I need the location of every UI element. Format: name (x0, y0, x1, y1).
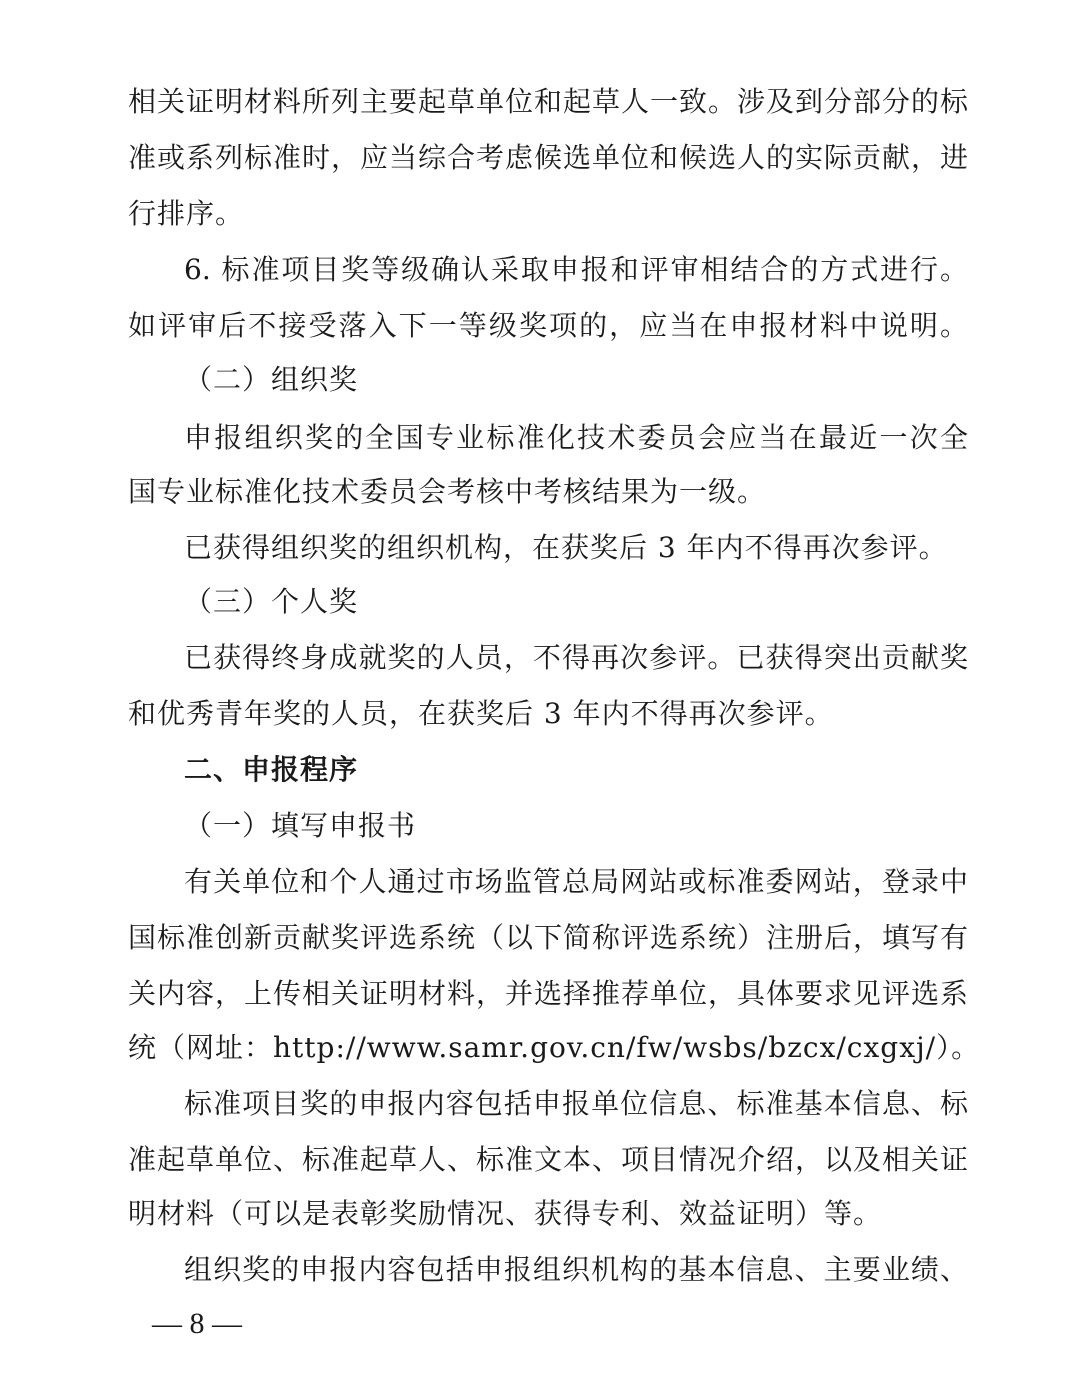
paragraph-line: 有关单位和个人通过市场监管总局网站或标准委网站，登录中 (184, 865, 968, 898)
paragraph-line: 国专业标准化技术委员会考核中考核结果为一级。 (128, 475, 767, 508)
paragraph-line: 6. 标准项目奖等级确认采取申报和评审相结合的方式进行。 (184, 253, 968, 286)
paragraph-line: 已获得终身成就奖的人员，不得再次参评。已获得突出贡献奖 (184, 641, 968, 674)
page-number: — 8 — (152, 1307, 242, 1340)
paragraph-line: 关内容，上传相关证明材料，并选择推荐单位，具体要求见评选系 (128, 977, 968, 1010)
subsection-heading: （一）填写申报书 (184, 809, 417, 842)
paragraph-line: 标准项目奖的申报内容包括申报单位信息、标准基本信息、标 (184, 1087, 968, 1120)
paragraph-line: 申报组织奖的全国专业标准化技术委员会应当在最近一次全 (184, 421, 968, 454)
subsection-heading: （三）个人奖 (184, 585, 359, 618)
paragraph-line: 准起草单位、标准起草人、标准文本、项目情况介绍，以及相关证 (128, 1143, 968, 1176)
paragraph-line: 如评审后不接受落入下一等级奖项的，应当在申报材料中说明。 (128, 309, 968, 342)
paragraph-line: 国标准创新贡献奖评选系统（以下简称评选系统）注册后，填写有 (128, 921, 968, 954)
paragraph-line: 相关证明材料所列主要起草单位和起草人一致。涉及到分部分的标 (128, 85, 968, 118)
subsection-heading: （二）组织奖 (184, 363, 359, 396)
paragraph-line: 已获得组织奖的组织机构，在获奖后 3 年内不得再次参评。 (184, 531, 948, 564)
paragraph-line: 明材料（可以是表彰奖励情况、获得专利、效益证明）等。 (128, 1197, 883, 1230)
paragraph-line: 准或系列标准时，应当综合考虑候选单位和候选人的实际贡献，进 (128, 141, 968, 174)
paragraph-line: 组织奖的申报内容包括申报组织机构的基本信息、主要业绩、 (184, 1253, 968, 1286)
paragraph-line: 行排序。 (128, 197, 245, 230)
url-line: 统（网址：http://www.samr.gov.cn/fw/wsbs/bzcx/cxgxj/）。 (128, 1031, 981, 1064)
section-heading: 二、申报程序 (184, 753, 359, 786)
paragraph-line: 和优秀青年奖的人员，在获奖后 3 年内不得再次参评。 (128, 697, 834, 730)
